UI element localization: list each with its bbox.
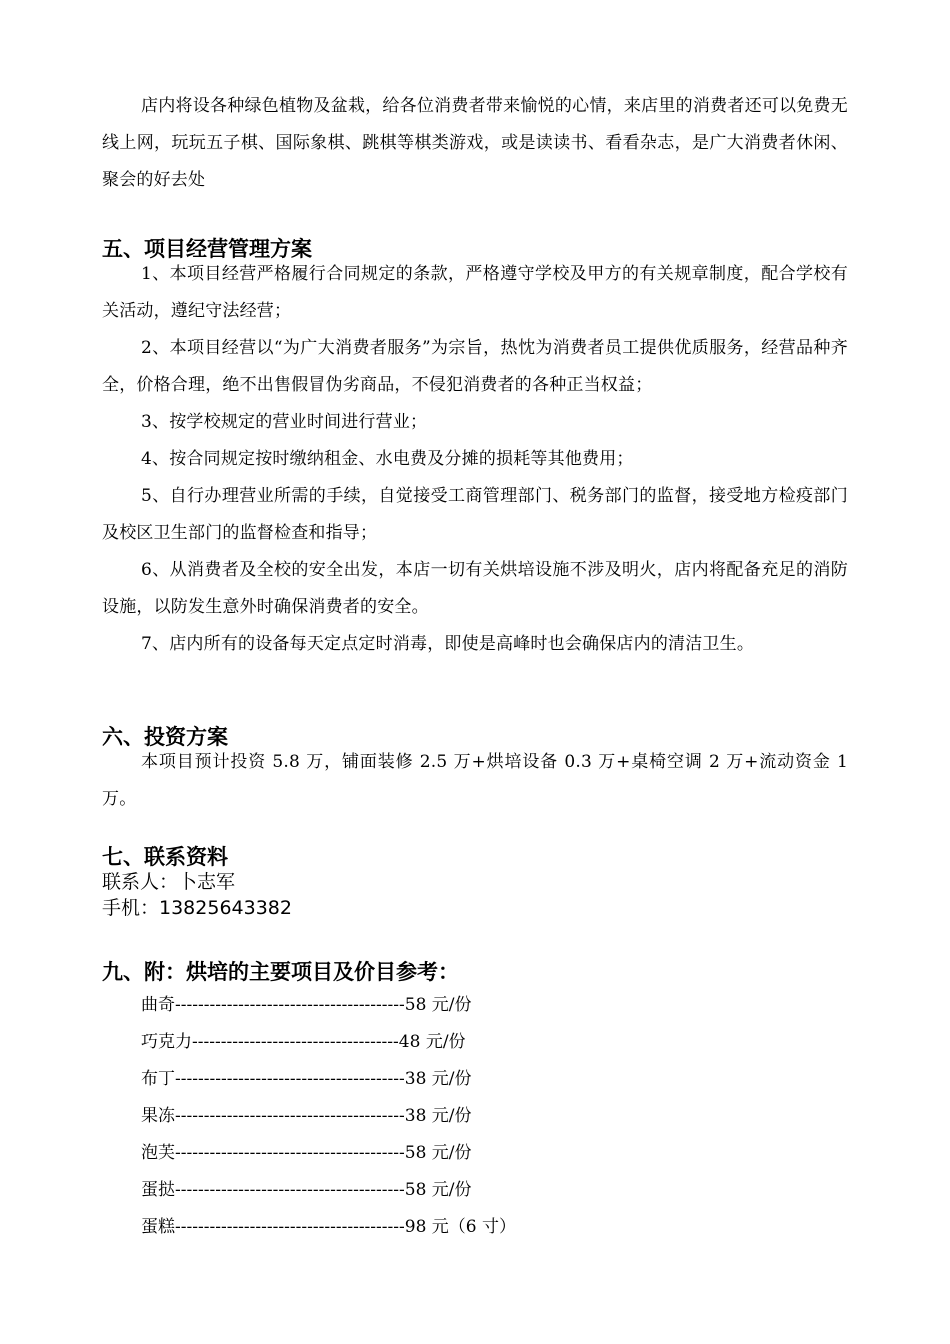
- management-list: [102, 256, 848, 663]
- section-heading-price-list: 九、附：烘培的主要项目及价目参考：: [102, 960, 459, 984]
- item-price: 58 元/份: [404, 995, 472, 1015]
- management-item: 3、按学校规定的营业时间进行营业；: [141, 412, 428, 432]
- item-price: 58 元/份: [404, 1143, 472, 1163]
- item-name: 布丁: [141, 1069, 175, 1089]
- investment-section: [102, 744, 848, 818]
- price-list-item: [141, 1141, 472, 1165]
- price-list-item: [141, 1215, 516, 1239]
- management-item: 1、本项目经营严格履行合同规定的条款，严格遵守学校及甲方的有关规章制度，配合学校有关活动，遵纪守法经营；: [102, 264, 848, 321]
- item-price: 98 元（6 寸）: [404, 1217, 517, 1237]
- price-list-item: [141, 1104, 472, 1128]
- leader-dashes: ----------------------------------------: [175, 1180, 405, 1200]
- intro-paragraph: 店内将设各种绿色植物及盆栽，给各位消费者带来愉悦的心情，来店里的消费者还可以免费无线上网，玩玩五子棋、国际象棋、跳棋等棋类游戏，或是读读书、看看杂志，是广大消费者休闲、聚会的好去处: [102, 96, 848, 190]
- item-price: 48 元/份: [398, 1032, 466, 1052]
- contact-person: 联系人：卜志军: [102, 871, 236, 893]
- price-list-item: [141, 993, 472, 1017]
- management-item: 4、按合同规定按时缴纳租金、水电费及分摊的损耗等其他费用；: [141, 449, 634, 469]
- item-name: 蛋糕: [141, 1217, 175, 1237]
- management-item: 7、店内所有的设备每天定点定时消毒，即使是高峰时也会确保店内的清洁卫生。: [141, 634, 755, 654]
- item-name: 巧克力: [141, 1032, 192, 1052]
- leader-dashes: ----------------------------------------: [175, 1217, 405, 1237]
- management-item: 5、自行办理营业所需的手续，自觉接受工商管理部门、税务部门的监督，接受地方检疫部门及校区卫生部门的监督检查和指导；: [102, 486, 848, 543]
- section-heading-investment: 六、投资方案: [102, 725, 228, 749]
- leader-dashes: ------------------------------------: [192, 1032, 399, 1052]
- leader-dashes: ----------------------------------------: [175, 1143, 405, 1163]
- leader-dashes: ----------------------------------------: [175, 1069, 405, 1089]
- item-name: 泡芙: [141, 1143, 175, 1163]
- price-list-item: [141, 1067, 472, 1091]
- intro-section: [102, 88, 848, 199]
- section-heading-management: 五、项目经营管理方案: [102, 237, 312, 261]
- item-name: 果冻: [141, 1106, 175, 1126]
- item-price: 38 元/份: [404, 1106, 472, 1126]
- contact-phone: 手机：13825643382: [102, 897, 292, 919]
- section-heading-contact: 七、联系资料: [102, 845, 228, 869]
- item-price: 38 元/份: [404, 1069, 472, 1089]
- item-name: 曲奇: [141, 995, 175, 1015]
- management-item: 6、从消费者及全校的安全出发，本店一切有关烘培设施不涉及明火，店内将配备充足的消防设施，以防发生意外时确保消费者的安全。: [102, 560, 848, 617]
- item-name: 蛋挞: [141, 1180, 175, 1200]
- price-list-item: [141, 1178, 472, 1202]
- item-price: 58 元/份: [404, 1180, 472, 1200]
- leader-dashes: ----------------------------------------: [175, 995, 405, 1015]
- price-list-item: [141, 1030, 466, 1054]
- management-item: 2、本项目经营以“为广大消费者服务”为宗旨，热忱为消费者员工提供优质服务，经营品种齐全，价格合理，绝不出售假冒伪劣商品，不侵犯消费者的各种正当权益；: [102, 338, 848, 395]
- leader-dashes: ----------------------------------------: [175, 1106, 405, 1126]
- investment-paragraph: 本项目预计投资 5.8 万，铺面装修 2.5 万+烘培设备 0.3 万+桌椅空调 2 万+流动资金 1 万。: [102, 752, 848, 809]
